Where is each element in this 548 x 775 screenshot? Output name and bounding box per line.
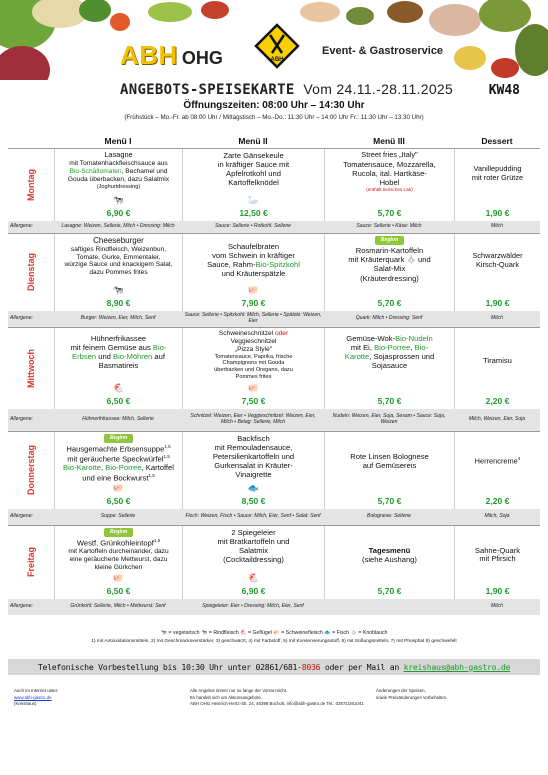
phone-order-bar: Telefonische Vorbestellung bis 10:30 Uhr unter 02861/681-8036 oder per Mail an kreishaus@abh-gastro.de (8, 659, 540, 675)
price: 6,50 € (106, 495, 131, 506)
dish-menu-2: 2 Spiegeleier mit Bratkartoffeln und Salatmix (Cocktaildressing) 🐔 6,90 € (182, 526, 324, 599)
allergy-row: Allergene: Grünkohl: Sellerie, Milch • Mettwurst: Senf Spiegeleier: Eier • Dressing: Milch, Eier, Senf Milch (8, 599, 540, 615)
cow-icon: 🐄 (112, 285, 125, 296)
header (0, 0, 548, 150)
price: 1,90 € (485, 207, 510, 218)
website-link[interactable]: www.abh-gastro.de (14, 694, 52, 700)
price: 12,50 € (239, 207, 268, 218)
price: 2,20 € (485, 495, 510, 506)
allergy-row: Allergene: Hühnerfrikassee: Milch, Sellerie Schnitzel: Weizen, Eier • Veggieschnitzel: Weizen, Eier, Milch • Belag: Sellerie, Milch Nudeln: Weizen, Eier, Soja, Sesam • Sauce: Soja, Weizen Milch, Weizen, Eier, Soja (8, 409, 540, 431)
col-menu-1: Menü I (104, 136, 132, 146)
price: 1,90 € (485, 297, 510, 308)
region-badge: Region (104, 528, 134, 537)
logo-text: ABH (270, 57, 284, 63)
price: 5,70 € (377, 395, 402, 406)
price: 8,90 € (106, 297, 131, 308)
legend (0, 630, 548, 645)
dish-menu-3: Street fries „Italy" Tomatensauce, Mozzarella, Rucola, ital. Hartkäse- Hobel (enthält tierisches Lab) 5,70 € (324, 149, 454, 221)
phone-extension: 8036 (301, 662, 321, 672)
dish-menu-1: Hühnerfrikassee mit feinem Gemüse aus Bio- Erbsen und Bio-Möhren auf Basmatireis 🐔 6,50 € (54, 328, 182, 409)
price: 2,20 € (485, 395, 510, 406)
footer-center: Alle Angebot immer nur so lange der Vorrat reicht. Es handelt sich um Aktionsangebote. ABH OHG Heinrich-Hertz-Str. 24, 46399 Bocholt, info@abh-gastro.de Tel.: 02871/261041 (190, 688, 364, 707)
goose-icon: 🦢 (247, 195, 260, 206)
abh-logo-icon (254, 23, 300, 69)
price: 8,50 € (241, 495, 266, 506)
dish-menu-3: Rote Linsen Bolognese auf Gemüsereis 5,70 € (324, 432, 454, 509)
legend-additives: 1) mit Antioxidationsmitteln, 2) mit Geschmacksverstärker, 3) geschwärzt, 4) mit Farbstoff, 5) mit Konservierungsstoff, 6) mit Süßungsmitteln, 7) mit Phosphat 8) geschwefelt (91, 638, 457, 644)
dish-menu-2: Backfisch mit Remouladensauce, Petersilienkartoffeln und Gurkensalat in Kräuter- Vinaigrette 🐟 8,50 € (182, 432, 324, 509)
title-text: ANGEBOTS-SPEISEKARTE (120, 82, 295, 98)
title-row (120, 81, 530, 98)
price: 5,70 € (377, 585, 402, 596)
price: 7,50 € (241, 395, 266, 406)
dish-menu-3: Gemüse-Wok-Bio-Nudeln mit Ei, Bio-Porree, Bio- Karotte, Sojasprossen und Sojasauce 5,70 € (324, 328, 454, 409)
opening-hours: Öffnungszeiten: 08:00 Uhr – 14:30 Uhr (183, 100, 365, 111)
price: 5,70 € (377, 207, 402, 218)
footer-left: Auch im Internet unter: www.abh-gastro.de (Kreishaus) (14, 688, 59, 707)
dish-dessert: Schwarzwälder Kirsch-Quark 1,90 € (454, 234, 540, 311)
brand-ohg: OHG (181, 48, 223, 68)
price: 7,90 € (241, 297, 266, 308)
dish-menu-3: Region Rosmarin-Kartoffeln mit Kräuterquark 🧄 und Salat-Mix (Kräuterdressing) 5,70 € (324, 234, 454, 311)
day-row-mittwoch (8, 327, 540, 409)
day-row-montag (8, 148, 540, 221)
price: 6,50 € (106, 585, 131, 596)
dish-menu-1: Region Hausgemachte Erbsensuppe$^{1,5}$ mit geräucherte Speckwürfel$^{1,5}$ Bio-Karotte, Bio-Porree, Kartoffel und eine Bockwurst$^{1,5}$ 🐖 6,50 € (54, 432, 182, 509)
col-dessert: Dessert (481, 136, 513, 146)
allergy-row: Allergene: Suppe: Sellerie Fisch: Weizen, Fisch • Sauce: Milch, Eier, Senf • Salat: Senf Bolognese: Sellerie Milch, Soja (8, 509, 540, 525)
dish-menu-1: Cheeseburger saftiges Rindfleisch, Weizenbun, Tomate, Gurke, Emmentaler, würzige Sauce und knackigem Salat, dazu Pommes frites 🐄 8,90 € (54, 234, 182, 311)
dish-menu-2: Zarte Gänsekeule in kräftiger Sauce mit Apfelrotkohl und Kartoffelknödel 🦢 12,50 € (182, 149, 324, 221)
dish-dessert: Vanillepudding mit roter Grütze 1,90 € (454, 149, 540, 221)
region-badge: Region (104, 434, 134, 443)
column-headers (8, 136, 540, 148)
pig-icon: 🐖 (112, 573, 125, 584)
legend-icons: 🐄 = vegetarisch 🐄 = Rindfleisch 🐔 = Geflügel 🐖 = Schweinefleisch 🐟 = Fisch 🧄 = Knoblauch (160, 630, 388, 636)
email-link[interactable]: kreishaus@abh-gastro.de (403, 662, 511, 672)
price: 6,90 € (106, 207, 131, 218)
dish-menu-3: Tagesmenü (siehe Aushang) 5,70 € (324, 526, 454, 599)
dish-menu-1: Lasagne mit Tomatenhackfleischsauce aus Bio-Schältomaten, Bechamel und Gouda überbacken, dazu Salatmix (Joghurtdressing) 🐄 6,90 € (54, 149, 182, 221)
pig-icon: 🐖 (112, 483, 125, 494)
pig-icon: 🐖 (247, 285, 260, 296)
date-range: Vom 24.11.-28.11.2025 (303, 81, 454, 97)
page-title (120, 81, 453, 98)
footer-right: Änderungen der Speisen, sowie Preisänderungen vorbehalten. (376, 688, 448, 700)
dish-dessert: Herrencreme$^4$ 2,20 € (454, 432, 540, 509)
day-name: Dienstag (26, 253, 36, 292)
allergy-row: Allergene: Lasagne: Weizen, Sellerie, Milch • Dressing: Milch Sauce: Sellerie • Rotkohl: Sellerie Sauce: Sellerie • Käse: Milch Milch (8, 221, 540, 233)
chicken-icon: 🐔 (112, 383, 125, 394)
price: 6,90 € (241, 585, 266, 596)
day-name: Montag (26, 169, 36, 201)
day-name: Mittwoch (26, 349, 36, 388)
brand (120, 40, 223, 71)
day-row-donnerstag (8, 431, 540, 509)
dish-menu-1: Region Westf. Grünkohleintopf$^{1,5}$ mit Kartoffeln durcheinander, dazu eine geräucherte Mettwurst, dazu kleine Gürkchen 🐖 6,50 € (54, 526, 182, 599)
day-name: Freitag (26, 547, 36, 578)
cow-icon: 🐄 (112, 195, 125, 206)
dish-menu-2: Schaufelbraten vom Schwein in kräftiger Sauce, Rahm-Bio-Spitzkohl und Kräuterspätzle 🐖 7,90 € (182, 234, 324, 311)
price: 5,70 € (377, 495, 402, 506)
service-text: Event- & Gastroservice (322, 45, 444, 57)
day-row-dienstag (8, 233, 540, 311)
pig-icon: 🐖 (247, 383, 260, 394)
col-menu-2: Menü II (238, 136, 268, 146)
week-number: KW48 (488, 83, 520, 98)
chicken-icon: 🐔 (247, 573, 260, 584)
menu-table (8, 136, 540, 615)
price: 5,70 € (377, 297, 402, 308)
day-name: Donnerstag (26, 445, 36, 496)
warning-note: (enthält tierisches Lab) (366, 187, 413, 193)
region-badge: Region (375, 236, 405, 245)
day-row-freitag (8, 525, 540, 599)
brand-abh: ABH (120, 40, 178, 70)
dish-dessert: Tiramisu 2,20 € (454, 328, 540, 409)
col-menu-3: Menü III (373, 136, 405, 146)
dish-menu-2: Schweineschnitzel oder Veggieschnitzel „Pizza Style" Tomatensauce, Paprika, frische Champignons mit Gouda überbacken und Oregano, dazu Pommes frites 🐖 7,50 € (182, 328, 324, 409)
fish-icon: 🐟 (247, 483, 260, 494)
dish-dessert: Sahne-Quark mit Pfirsich 1,90 € (454, 526, 540, 599)
price: 6,50 € (106, 395, 131, 406)
price: 1,90 € (485, 585, 510, 596)
allergy-row: Allergene: Burger: Weizen, Eier, Milch, Senf Sauce: Sellerie • Spitzkohl: Milch, Sellerie • Spätzle: Weizen, Eier Quark: Milch • Dressing: Senf Milch (8, 311, 540, 327)
sub-hours: (Frühstück – Mo.-Fr. ab 08:00 Uhr / Mittagstisch – Mo.-Do.: 11:30 Uhr – 14:00 Uhr Fr.: 11:30 Uhr – 13:30 Uhr) (124, 114, 424, 121)
